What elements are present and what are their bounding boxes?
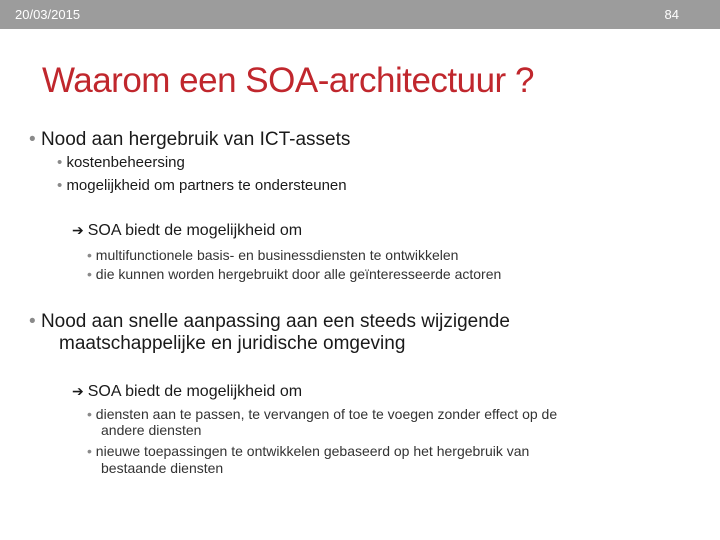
bullet-icon: • xyxy=(87,443,92,459)
slide-page-number: 84 xyxy=(664,7,679,22)
section-1-sub-item: • die kunnen worden hergebruikt door alle geïnteresseerde actoren xyxy=(87,266,502,282)
bullet-icon: • xyxy=(29,311,36,332)
arrow-right-icon: ➔ xyxy=(72,222,84,238)
section-1-sub-item: • multifunctionele basis- en businessdiensten te ontwikkelen xyxy=(87,247,459,263)
bullet-icon: • xyxy=(87,406,92,422)
section-1-arrow-line: ➔ SOA biedt de mogelijkheid om xyxy=(72,222,303,239)
section-2-sub-item: • diensten aan te passen, te vervangen of toe te voegen zonder effect op de xyxy=(87,406,558,422)
bullet-icon: • xyxy=(57,177,63,194)
section-1-item: • mogelijkheid om partners te ondersteunen xyxy=(57,177,347,194)
slide-title: Waarom een SOA-architectuur ? xyxy=(42,61,534,100)
slide-date: 20/03/2015 xyxy=(15,7,81,22)
section-1-heading: • Nood aan hergebruik van ICT-assets xyxy=(29,129,351,150)
section-2-heading-continued: maatschappelijke en juridische omgeving xyxy=(59,333,406,354)
section-1-item: • kostenbeheersing xyxy=(57,154,185,171)
header-bar xyxy=(0,0,720,29)
section-2-heading: • Nood aan snelle aanpassing aan een steeds wijzigende xyxy=(29,311,510,332)
bullet-icon: • xyxy=(87,266,92,282)
section-2-sub-item-continued: andere diensten xyxy=(101,422,202,438)
section-2-sub-item-continued: bestaande diensten xyxy=(101,460,224,476)
section-2-sub-item: • nieuwe toepassingen te ontwikkelen gebaseerd op het hergebruik van xyxy=(87,443,530,459)
bullet-icon: • xyxy=(57,154,63,171)
section-2-arrow-line: ➔ SOA biedt de mogelijkheid om xyxy=(72,383,303,400)
arrow-right-icon: ➔ xyxy=(72,383,84,399)
bullet-icon: • xyxy=(87,247,92,263)
bullet-icon: • xyxy=(29,129,36,150)
